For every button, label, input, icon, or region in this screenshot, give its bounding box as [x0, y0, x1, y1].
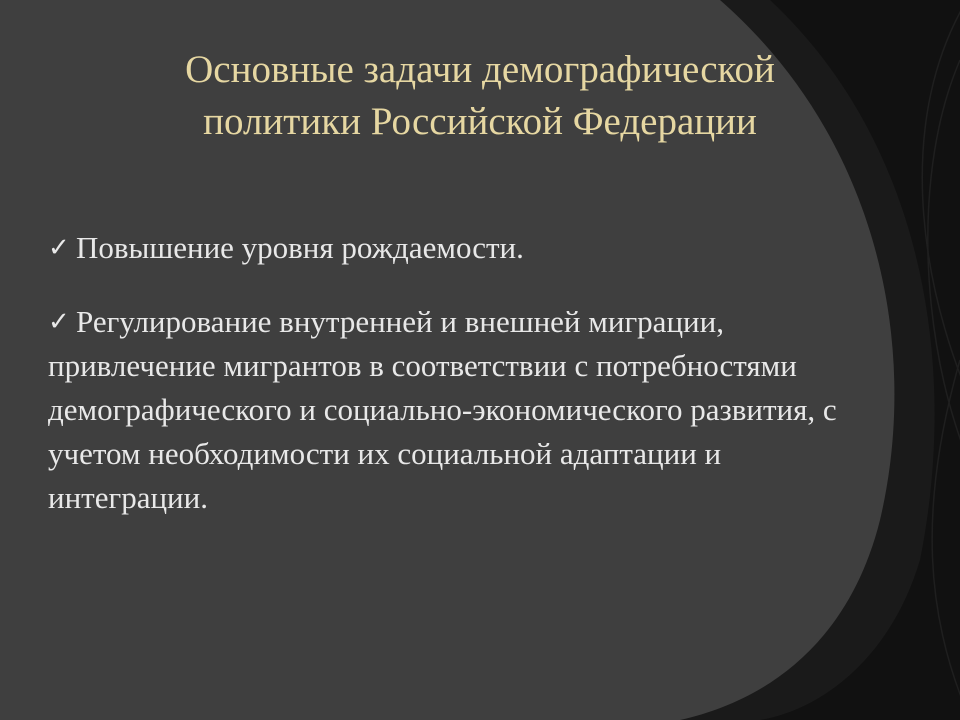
check-icon: ✓	[48, 307, 70, 336]
check-icon: ✓	[48, 233, 70, 262]
slide-title	[60, 44, 900, 148]
slide-title-line-2: политики Российской Федерации	[203, 100, 757, 143]
bullet-text-migration: Регулирование внутренней и внешней миграции, привлечение мигрантов в соответствии с потребностями демографического и социально-экономического развития, с учетом необходимости их социальной адаптации и интеграции.	[48, 304, 837, 515]
bullet-item-migration	[48, 300, 848, 520]
bullet-item-birth-rate	[48, 226, 848, 270]
bullet-list	[48, 226, 848, 550]
bullet-text-birth-rate: Повышение уровня рождаемости.	[76, 230, 524, 265]
slide-title-line-1: Основные задачи демографической	[185, 48, 775, 91]
